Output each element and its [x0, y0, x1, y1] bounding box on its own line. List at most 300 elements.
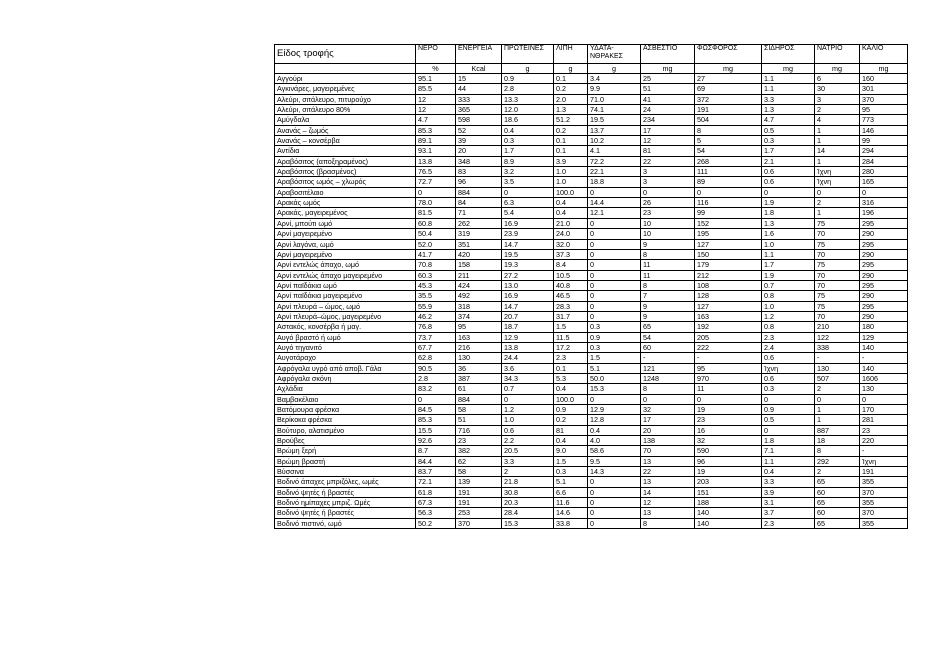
- cell-phosphorus: 89: [695, 177, 762, 187]
- cell-phosphorus: 27: [695, 74, 762, 84]
- cell-potassium: 129: [860, 332, 908, 342]
- cell-energy: 62: [456, 456, 502, 466]
- cell-phosphorus: 108: [695, 280, 762, 290]
- cell-carbohydrates: 74.1: [588, 105, 641, 115]
- cell-protein: 20.5: [502, 446, 554, 456]
- table-row: [275, 301, 908, 311]
- cell-calcium: 8: [641, 249, 695, 259]
- cell-potassium: 290: [860, 291, 908, 301]
- table-row: [275, 177, 908, 187]
- cell-carbohydrates: 3.4: [588, 74, 641, 84]
- cell-phosphorus: 99: [695, 208, 762, 218]
- cell-fat: 46.5: [554, 291, 588, 301]
- cell-potassium: 160: [860, 74, 908, 84]
- cell-phosphorus: -: [695, 353, 762, 363]
- table-row: [275, 446, 908, 456]
- table-row: [275, 477, 908, 487]
- table-row: [275, 415, 908, 425]
- cell-water: 83.7: [416, 467, 456, 477]
- cell-iron: 0.3: [762, 384, 815, 394]
- cell-calcium: 13: [641, 477, 695, 487]
- unit-calcium: mg: [641, 64, 695, 74]
- column-header-potassium: ΚΑΛΙΟ: [860, 45, 908, 64]
- cell-calcium: 20: [641, 425, 695, 435]
- cell-energy: 191: [456, 498, 502, 508]
- cell-energy: 139: [456, 477, 502, 487]
- cell-sodium: 60: [815, 508, 860, 518]
- table-row: [275, 280, 908, 290]
- cell-energy: 370: [456, 518, 502, 528]
- cell-sodium: 70: [815, 229, 860, 239]
- cell-potassium: 281: [860, 415, 908, 425]
- cell-fat: 33.8: [554, 518, 588, 528]
- cell-iron: 1.3: [762, 105, 815, 115]
- cell-calcium: 70: [641, 446, 695, 456]
- cell-food-name: Αχλάδια: [275, 384, 416, 394]
- cell-fat: 17.2: [554, 342, 588, 352]
- cell-phosphorus: 111: [695, 167, 762, 177]
- cell-carbohydrates: 58.6: [588, 446, 641, 456]
- cell-iron: 0: [762, 394, 815, 404]
- cell-fat: 51.2: [554, 115, 588, 125]
- cell-energy: 374: [456, 311, 502, 321]
- cell-water: 60.3: [416, 270, 456, 280]
- cell-protein: 13.0: [502, 280, 554, 290]
- cell-iron: 1.9: [762, 198, 815, 208]
- cell-energy: 20: [456, 146, 502, 156]
- cell-calcium: 11: [641, 270, 695, 280]
- table-row: [275, 436, 908, 446]
- cell-protein: 5.4: [502, 208, 554, 218]
- cell-carbohydrates: 9.9: [588, 84, 641, 94]
- cell-food-name: Ανανάς – ζωμός: [275, 125, 416, 135]
- cell-potassium: 220: [860, 436, 908, 446]
- cell-calcium: 41: [641, 94, 695, 104]
- cell-food-name: Αρνί πλευρά – ώμος, ωμό: [275, 301, 416, 311]
- cell-fat: 1.3: [554, 105, 588, 115]
- cell-fat: 0.3: [554, 467, 588, 477]
- cell-sodium: 1: [815, 208, 860, 218]
- cell-fat: 1.5: [554, 322, 588, 332]
- cell-carbohydrates: 50.0: [588, 373, 641, 383]
- cell-fat: 1.0: [554, 167, 588, 177]
- cell-carbohydrates: 14.3: [588, 467, 641, 477]
- unit-sodium: mg: [815, 64, 860, 74]
- cell-water: 85.3: [416, 125, 456, 135]
- cell-fat: 10.5: [554, 270, 588, 280]
- cell-carbohydrates: 10.2: [588, 136, 641, 146]
- table-row: [275, 74, 908, 84]
- cell-phosphorus: 116: [695, 198, 762, 208]
- cell-sodium: 70: [815, 280, 860, 290]
- cell-protein: 21.8: [502, 477, 554, 487]
- cell-iron: 1.1: [762, 456, 815, 466]
- cell-food-name: Βατόμουρα φρέσκα: [275, 405, 416, 415]
- cell-sodium: 70: [815, 249, 860, 259]
- cell-iron: 3.9: [762, 487, 815, 497]
- unit-protein: g: [502, 64, 554, 74]
- cell-calcium: 13: [641, 456, 695, 466]
- cell-phosphorus: 195: [695, 229, 762, 239]
- cell-energy: 158: [456, 260, 502, 270]
- column-header-sodium: ΝΑΤΡΙΟ: [815, 45, 860, 64]
- cell-protein: 30.8: [502, 487, 554, 497]
- unit-iron: mg: [762, 64, 815, 74]
- cell-carbohydrates: 0: [588, 487, 641, 497]
- cell-iron: Ίχνη: [762, 363, 815, 373]
- cell-potassium: 95: [860, 105, 908, 115]
- cell-phosphorus: 128: [695, 291, 762, 301]
- table-row: [275, 146, 908, 156]
- cell-carbohydrates: 0: [588, 218, 641, 228]
- cell-food-name: Βοδινό ημίπαχες μπριζ. Ωμές: [275, 498, 416, 508]
- cell-food-name: Αρνί μαγειρεμένο: [275, 249, 416, 259]
- cell-protein: 0.6: [502, 425, 554, 435]
- cell-sodium: Ίχνη: [815, 177, 860, 187]
- cell-food-name: Αγκινάρες, μαγειρεμένες: [275, 84, 416, 94]
- cell-sodium: Ίχνη: [815, 167, 860, 177]
- cell-water: 60.8: [416, 218, 456, 228]
- cell-iron: 1.9: [762, 270, 815, 280]
- cell-iron: 0: [762, 425, 815, 435]
- cell-water: 12: [416, 94, 456, 104]
- cell-potassium: 165: [860, 177, 908, 187]
- cell-phosphorus: 19: [695, 405, 762, 415]
- cell-iron: 2.3: [762, 332, 815, 342]
- table-row: [275, 518, 908, 528]
- cell-potassium: 0: [860, 187, 908, 197]
- cell-water: 89.1: [416, 136, 456, 146]
- cell-protein: 0.7: [502, 384, 554, 394]
- cell-protein: 1.7: [502, 146, 554, 156]
- cell-calcium: 234: [641, 115, 695, 125]
- cell-potassium: 284: [860, 156, 908, 166]
- cell-calcium: 10: [641, 218, 695, 228]
- cell-phosphorus: 152: [695, 218, 762, 228]
- cell-calcium: 12: [641, 498, 695, 508]
- cell-sodium: 65: [815, 498, 860, 508]
- cell-potassium: 146: [860, 125, 908, 135]
- cell-calcium: 60: [641, 342, 695, 352]
- cell-water: 76.5: [416, 167, 456, 177]
- cell-phosphorus: 140: [695, 518, 762, 528]
- cell-potassium: 290: [860, 249, 908, 259]
- cell-iron: 3.1: [762, 498, 815, 508]
- cell-protein: 2.2: [502, 436, 554, 446]
- table-row: [275, 508, 908, 518]
- cell-food-name: Αμύγδαλα: [275, 115, 416, 125]
- cell-carbohydrates: 0: [588, 270, 641, 280]
- cell-potassium: 290: [860, 229, 908, 239]
- cell-energy: 365: [456, 105, 502, 115]
- cell-iron: 1.8: [762, 436, 815, 446]
- cell-iron: 0.4: [762, 467, 815, 477]
- cell-food-name: Αρνί, μπούτι ωμό: [275, 218, 416, 228]
- cell-food-name: Βρώμη βραστή: [275, 456, 416, 466]
- cell-carbohydrates: 0: [588, 311, 641, 321]
- unit-food-name: [275, 64, 416, 74]
- cell-sodium: 1: [815, 125, 860, 135]
- cell-phosphorus: 127: [695, 301, 762, 311]
- cell-energy: 598: [456, 115, 502, 125]
- cell-protein: 27.2: [502, 270, 554, 280]
- table-row: [275, 405, 908, 415]
- cell-phosphorus: 19: [695, 467, 762, 477]
- cell-water: 67.3: [416, 498, 456, 508]
- cell-potassium: 294: [860, 146, 908, 156]
- cell-protein: 16.9: [502, 218, 554, 228]
- cell-potassium: 170: [860, 405, 908, 415]
- cell-potassium: 295: [860, 260, 908, 270]
- cell-phosphorus: 970: [695, 373, 762, 383]
- cell-carbohydrates: 0.4: [588, 425, 641, 435]
- cell-sodium: 1: [815, 136, 860, 146]
- cell-energy: 420: [456, 249, 502, 259]
- cell-fat: 2.0: [554, 94, 588, 104]
- cell-sodium: 887: [815, 425, 860, 435]
- table-row: [275, 363, 908, 373]
- cell-phosphorus: 96: [695, 456, 762, 466]
- cell-calcium: 7: [641, 291, 695, 301]
- cell-iron: 1.1: [762, 84, 815, 94]
- cell-food-name: Αγγούρι: [275, 74, 416, 84]
- cell-fat: 8.4: [554, 260, 588, 270]
- cell-fat: 9.0: [554, 446, 588, 456]
- cell-calcium: 8: [641, 518, 695, 528]
- column-header-carbohydrates: ΥΔΑΤΑ- ΝΘΡΑΚΕΣ: [588, 45, 641, 64]
- cell-carbohydrates: 4.0: [588, 436, 641, 446]
- table-row: [275, 332, 908, 342]
- cell-water: 85.3: [416, 415, 456, 425]
- cell-phosphorus: 150: [695, 249, 762, 259]
- table-row: [275, 384, 908, 394]
- cell-fat: 14.6: [554, 508, 588, 518]
- cell-water: 78.0: [416, 198, 456, 208]
- cell-water: 4.7: [416, 115, 456, 125]
- cell-carbohydrates: 0.3: [588, 342, 641, 352]
- cell-fat: 3.9: [554, 156, 588, 166]
- cell-phosphorus: 222: [695, 342, 762, 352]
- cell-sodium: 2: [815, 467, 860, 477]
- cell-carbohydrates: 12.8: [588, 415, 641, 425]
- cell-iron: 1.3: [762, 218, 815, 228]
- cell-calcium: 14: [641, 487, 695, 497]
- cell-calcium: 1248: [641, 373, 695, 383]
- cell-fat: 37.3: [554, 249, 588, 259]
- cell-calcium: 26: [641, 198, 695, 208]
- cell-food-name: Αραβόσιτος ωμός – χλωρός: [275, 177, 416, 187]
- cell-energy: 58: [456, 405, 502, 415]
- cell-potassium: 295: [860, 301, 908, 311]
- cell-potassium: Ίχνη: [860, 456, 908, 466]
- cell-carbohydrates: 12.9: [588, 405, 641, 415]
- cell-protein: 23.9: [502, 229, 554, 239]
- cell-energy: 211: [456, 270, 502, 280]
- cell-fat: 5.1: [554, 477, 588, 487]
- cell-phosphorus: 32: [695, 436, 762, 446]
- cell-iron: 2.3: [762, 518, 815, 528]
- cell-fat: 6.6: [554, 487, 588, 497]
- cell-protein: 2: [502, 467, 554, 477]
- cell-food-name: Βοδινό άπαχες μπριζόλες, ωμές: [275, 477, 416, 487]
- cell-food-name: Ανανάς – κονσέρβα: [275, 136, 416, 146]
- header-row: [275, 45, 908, 64]
- cell-food-name: Αραβόσιτος (βρασμένος): [275, 167, 416, 177]
- cell-protein: 12.9: [502, 332, 554, 342]
- cell-iron: 0.6: [762, 373, 815, 383]
- cell-protein: 0: [502, 394, 554, 404]
- cell-food-name: Αρνί εντελώς άπαχο μαγειρεμένο: [275, 270, 416, 280]
- cell-potassium: 290: [860, 311, 908, 321]
- cell-calcium: 24: [641, 105, 695, 115]
- cell-water: 85.5: [416, 84, 456, 94]
- cell-protein: 0: [502, 187, 554, 197]
- cell-protein: 3.3: [502, 456, 554, 466]
- cell-protein: 0.3: [502, 136, 554, 146]
- cell-potassium: 295: [860, 280, 908, 290]
- table-row: [275, 229, 908, 239]
- table-row: [275, 498, 908, 508]
- table-row: [275, 291, 908, 301]
- cell-carbohydrates: 1.5: [588, 353, 641, 363]
- table-row: [275, 353, 908, 363]
- cell-phosphorus: 191: [695, 105, 762, 115]
- cell-energy: 36: [456, 363, 502, 373]
- cell-energy: 44: [456, 84, 502, 94]
- cell-water: 46.2: [416, 311, 456, 321]
- cell-potassium: 191: [860, 467, 908, 477]
- cell-sodium: 6: [815, 74, 860, 84]
- cell-phosphorus: 268: [695, 156, 762, 166]
- cell-phosphorus: 590: [695, 446, 762, 456]
- table-row: [275, 322, 908, 332]
- column-header-protein: ΠΡΩΤΕΪΝΕΣ: [502, 45, 554, 64]
- cell-water: 73.7: [416, 332, 456, 342]
- cell-potassium: 23: [860, 425, 908, 435]
- cell-food-name: Αρνί εντελώς άπαχο, ωμό: [275, 260, 416, 270]
- cell-phosphorus: 504: [695, 115, 762, 125]
- cell-iron: 1.0: [762, 301, 815, 311]
- cell-sodium: 75: [815, 239, 860, 249]
- table-row: [275, 156, 908, 166]
- cell-water: 41.7: [416, 249, 456, 259]
- cell-potassium: 773: [860, 115, 908, 125]
- unit-phosphorus: mg: [695, 64, 762, 74]
- cell-water: 12: [416, 105, 456, 115]
- cell-iron: 3.7: [762, 508, 815, 518]
- cell-water: 93.1: [416, 146, 456, 156]
- cell-phosphorus: 192: [695, 322, 762, 332]
- cell-carbohydrates: 4.1: [588, 146, 641, 156]
- cell-food-name: Βύσσινα: [275, 467, 416, 477]
- cell-energy: 84: [456, 198, 502, 208]
- unit-water: %: [416, 64, 456, 74]
- table-row: [275, 311, 908, 321]
- cell-energy: 216: [456, 342, 502, 352]
- cell-energy: 424: [456, 280, 502, 290]
- table-row: [275, 84, 908, 94]
- table-row: [275, 456, 908, 466]
- cell-iron: 0.6: [762, 177, 815, 187]
- column-header-food-name: Είδος τροφής: [275, 45, 416, 64]
- cell-potassium: 290: [860, 270, 908, 280]
- cell-water: 84.5: [416, 405, 456, 415]
- table-row: [275, 239, 908, 249]
- cell-sodium: 2: [815, 105, 860, 115]
- cell-iron: 0.6: [762, 353, 815, 363]
- cell-sodium: 0: [815, 394, 860, 404]
- cell-sodium: 18: [815, 436, 860, 446]
- cell-potassium: 355: [860, 518, 908, 528]
- cell-carbohydrates: 22.1: [588, 167, 641, 177]
- cell-carbohydrates: 0.9: [588, 332, 641, 342]
- cell-energy: 716: [456, 425, 502, 435]
- cell-calcium: 8: [641, 384, 695, 394]
- cell-calcium: 81: [641, 146, 695, 156]
- cell-fat: 0.2: [554, 125, 588, 135]
- cell-water: 95.1: [416, 74, 456, 84]
- cell-iron: 0.9: [762, 405, 815, 415]
- cell-carbohydrates: 0: [588, 187, 641, 197]
- cell-energy: 163: [456, 332, 502, 342]
- cell-phosphorus: 0: [695, 187, 762, 197]
- cell-phosphorus: 205: [695, 332, 762, 342]
- cell-fat: 100.0: [554, 187, 588, 197]
- cell-carbohydrates: 0: [588, 518, 641, 528]
- cell-energy: 262: [456, 218, 502, 228]
- cell-potassium: 140: [860, 363, 908, 373]
- cell-iron: 1.1: [762, 74, 815, 84]
- cell-calcium: 17: [641, 415, 695, 425]
- cell-food-name: Βρώμη ξερή: [275, 446, 416, 456]
- cell-iron: 3.3: [762, 94, 815, 104]
- cell-phosphorus: 16: [695, 425, 762, 435]
- cell-phosphorus: 5: [695, 136, 762, 146]
- cell-fat: 28.3: [554, 301, 588, 311]
- cell-phosphorus: 23: [695, 415, 762, 425]
- cell-sodium: 507: [815, 373, 860, 383]
- cell-calcium: 3: [641, 167, 695, 177]
- cell-phosphorus: 54: [695, 146, 762, 156]
- cell-energy: 52: [456, 125, 502, 135]
- cell-fat: 0.4: [554, 436, 588, 446]
- table-row: [275, 115, 908, 125]
- cell-fat: 0.1: [554, 146, 588, 156]
- cell-phosphorus: 0: [695, 394, 762, 404]
- cell-energy: 96: [456, 177, 502, 187]
- cell-protein: 8.9: [502, 156, 554, 166]
- cell-fat: 24.0: [554, 229, 588, 239]
- table-row: [275, 487, 908, 497]
- cell-iron: 1.7: [762, 146, 815, 156]
- cell-carbohydrates: 0: [588, 508, 641, 518]
- cell-iron: 1.7: [762, 260, 815, 270]
- cell-iron: 0.3: [762, 136, 815, 146]
- cell-protein: 12.0: [502, 105, 554, 115]
- cell-protein: 3.6: [502, 363, 554, 373]
- cell-potassium: 370: [860, 508, 908, 518]
- cell-phosphorus: 127: [695, 239, 762, 249]
- table-row: [275, 125, 908, 135]
- table-row: [275, 270, 908, 280]
- column-header-water: ΝΕΡΟ: [416, 45, 456, 64]
- cell-food-name: Αρακάς, μαγειρεμένος: [275, 208, 416, 218]
- cell-potassium: 355: [860, 498, 908, 508]
- cell-sodium: 14: [815, 146, 860, 156]
- cell-calcium: 9: [641, 239, 695, 249]
- cell-sodium: 60: [815, 487, 860, 497]
- cell-calcium: 54: [641, 332, 695, 342]
